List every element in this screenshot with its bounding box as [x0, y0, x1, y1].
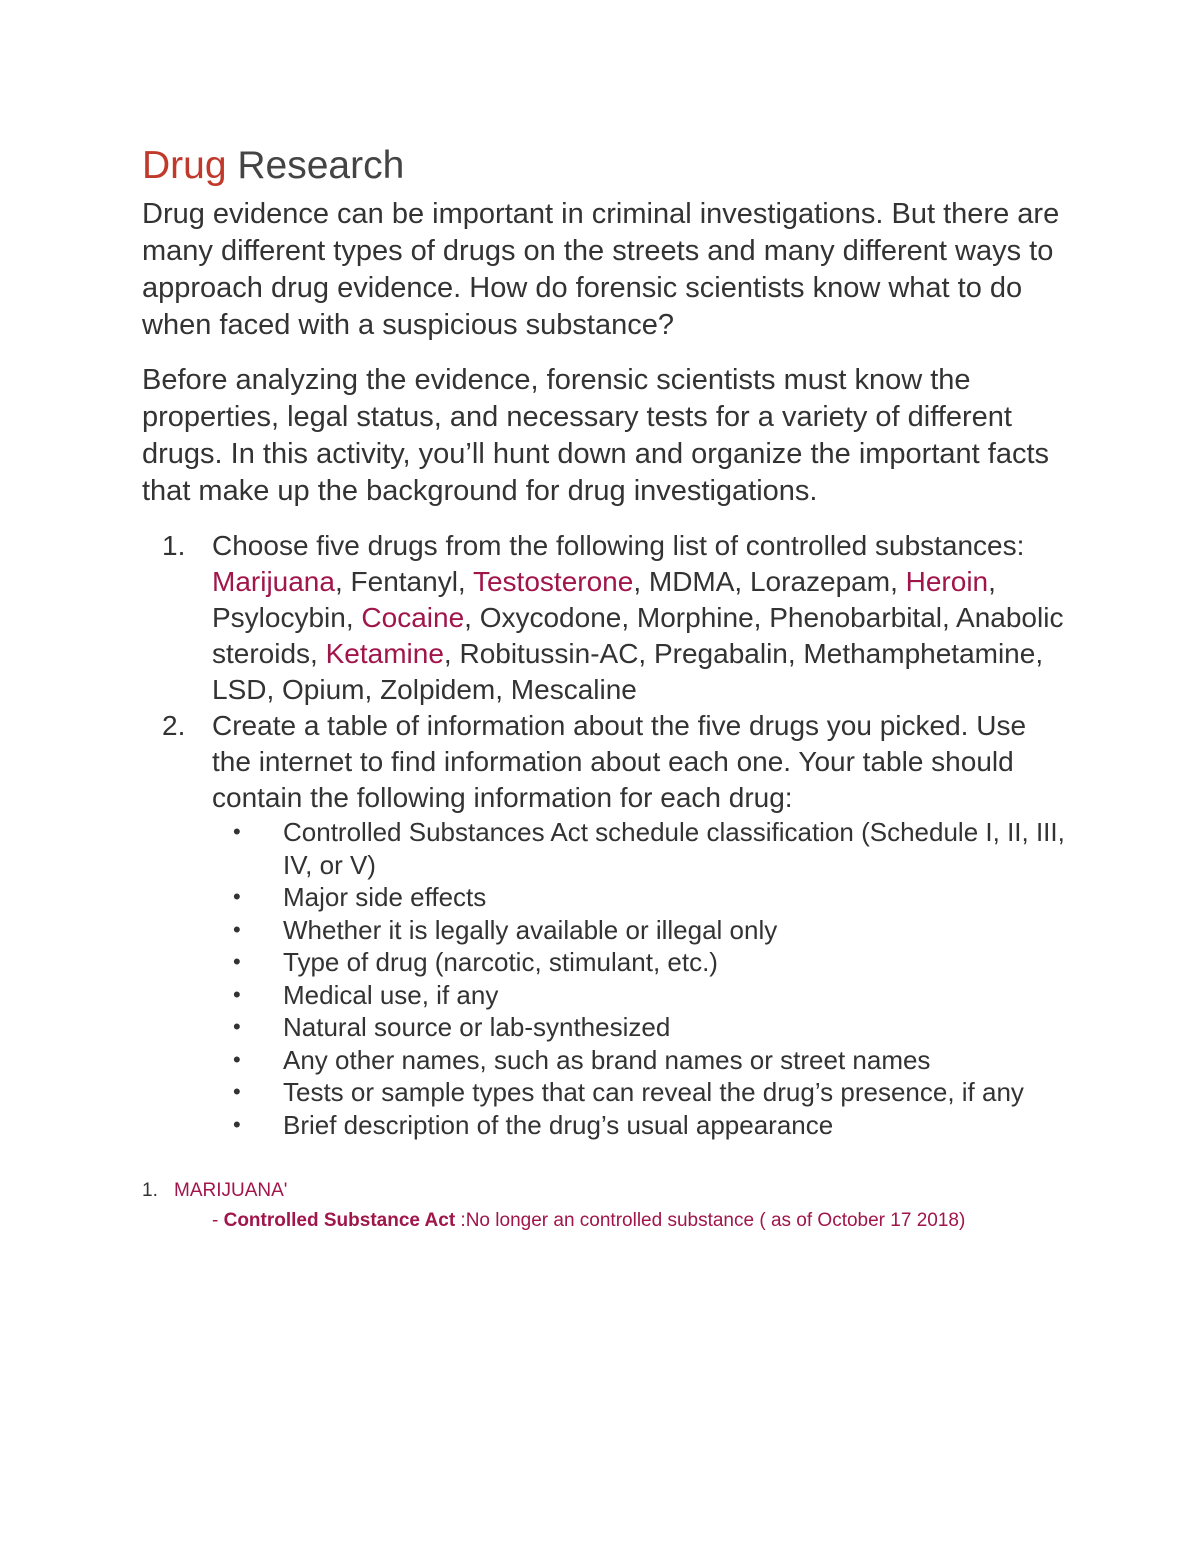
drug-name: Anabolic steroids — [212, 602, 1064, 669]
requirement-item — [212, 979, 1072, 1012]
requirement-text: Medical use, if any — [283, 979, 499, 1010]
drug-name: Heroin — [905, 566, 989, 597]
drug-name: Lorazepam — [749, 566, 891, 597]
requirement-item — [212, 1076, 1072, 1109]
document-page — [142, 140, 1072, 1235]
drug-name: Psylocybin — [212, 602, 346, 633]
answer-drug-name: MARIJUANA' — [174, 1180, 288, 1201]
drug-name: Oxycodone — [479, 602, 622, 633]
intro-paragraph-2: Before analyzing the evidence, forensic scientists must know the properties, legal status, and necessary tests for a variety of different drugs. In this activity, you’ll hunt down and organize the important facts that make up the background for drug investigations. — [142, 364, 1050, 507]
step-2-text: Create a table of information about the five drugs you picked. Use the internet to find information about each one. Your table should contain the following information for each drug: — [212, 710, 1027, 813]
table-requirements-list — [212, 816, 1072, 1141]
drug-name: Methamphetamine — [803, 638, 1036, 669]
bullet-icon: • — [233, 916, 241, 942]
requirement-item — [212, 1109, 1072, 1142]
drug-name: Robitussin-AC — [459, 638, 639, 669]
bullet-icon: • — [233, 949, 241, 974]
drug-name: LSD — [212, 674, 267, 705]
bullet-icon: • — [233, 1014, 241, 1039]
drug-list: Marijuana, Fentanyl, Testosterone, MDMA, Lorazepam, Heroin, Psylocybin, Cocaine, Oxycodone, Morphine, Phenobarbital, Anabolic steroids, Ketamine, Robitussin-AC, Pregabalin, Methamphetamine, LSD, Opium, Zolpidem, Mescaline — [212, 566, 1064, 705]
drug-name: Fentanyl — [350, 566, 458, 597]
answer-number: 1. — [142, 1180, 158, 1201]
requirement-item — [212, 1044, 1072, 1077]
requirement-item — [212, 816, 1072, 881]
step-2 — [142, 708, 1072, 1141]
drug-name: Mescaline — [510, 674, 637, 705]
step-1-prefix: Choose five drugs from the following list of controlled substances: — [212, 530, 1025, 561]
requirement-item — [212, 914, 1072, 947]
drug-name: Marijuana — [212, 566, 335, 597]
requirement-text: Whether it is legally available or illegal only — [283, 914, 778, 945]
drug-name: Cocaine — [361, 602, 465, 633]
requirement-text: Any other names, such as brand names or street names — [283, 1044, 931, 1075]
title-rest: Research — [226, 144, 405, 187]
step-1-number: 1. — [162, 530, 186, 561]
requirement-text: Type of drug (narcotic, stimulant, etc.) — [283, 947, 718, 977]
step-2-number: 2. — [162, 710, 186, 741]
requirement-text: Controlled Substances Act schedule classification (Schedule I, II, III, IV, or V) — [283, 817, 1065, 880]
requirement-item — [212, 946, 1072, 979]
intro-paragraph-1: Drug evidence can be important in criminal investigations. But there are many different types of drugs on the streets and many different ways to approach drug evidence. How do forensic scientists know what to do when faced with a suspicious substance? — [142, 198, 1060, 341]
title-accent: Drug — [142, 144, 227, 187]
drug-name: Testosterone — [472, 566, 634, 597]
bullet-icon: • — [233, 981, 241, 1007]
answer-value: :No longer an controlled substance ( as of October 17 2018) — [455, 1210, 966, 1231]
bullet-icon: • — [233, 1079, 241, 1104]
drug-name: Ketamine — [325, 638, 444, 669]
answer-heading — [142, 1175, 1072, 1207]
drug-name: Morphine — [636, 602, 754, 633]
requirement-item — [212, 1011, 1072, 1044]
step-1 — [142, 528, 1072, 708]
answer-detail — [142, 1207, 1072, 1235]
page-title — [142, 140, 1072, 192]
answer-label: Controlled Substance Act — [223, 1210, 456, 1231]
bullet-icon: • — [233, 819, 241, 844]
requirement-text: Major side effects — [283, 882, 487, 912]
instruction-steps — [142, 528, 1072, 1141]
drug-name: Opium — [282, 674, 365, 705]
requirement-text: Natural source or lab-synthesized — [283, 1012, 671, 1042]
requirement-text: Tests or sample types that can reveal the drug’s presence, if any — [283, 1077, 1024, 1107]
drug-name: Pregabalin — [653, 638, 788, 669]
bullet-icon: • — [233, 884, 241, 909]
requirement-text: Brief description of the drug’s usual appearance — [283, 1109, 834, 1140]
bullet-icon: • — [233, 1046, 241, 1072]
requirement-item — [212, 881, 1072, 914]
drug-name: MDMA — [648, 566, 735, 597]
drug-name: Zolpidem — [380, 674, 496, 705]
answer-dash: - — [212, 1210, 219, 1231]
drug-name: Phenobarbital — [769, 602, 943, 633]
bullet-icon: • — [233, 1111, 241, 1137]
